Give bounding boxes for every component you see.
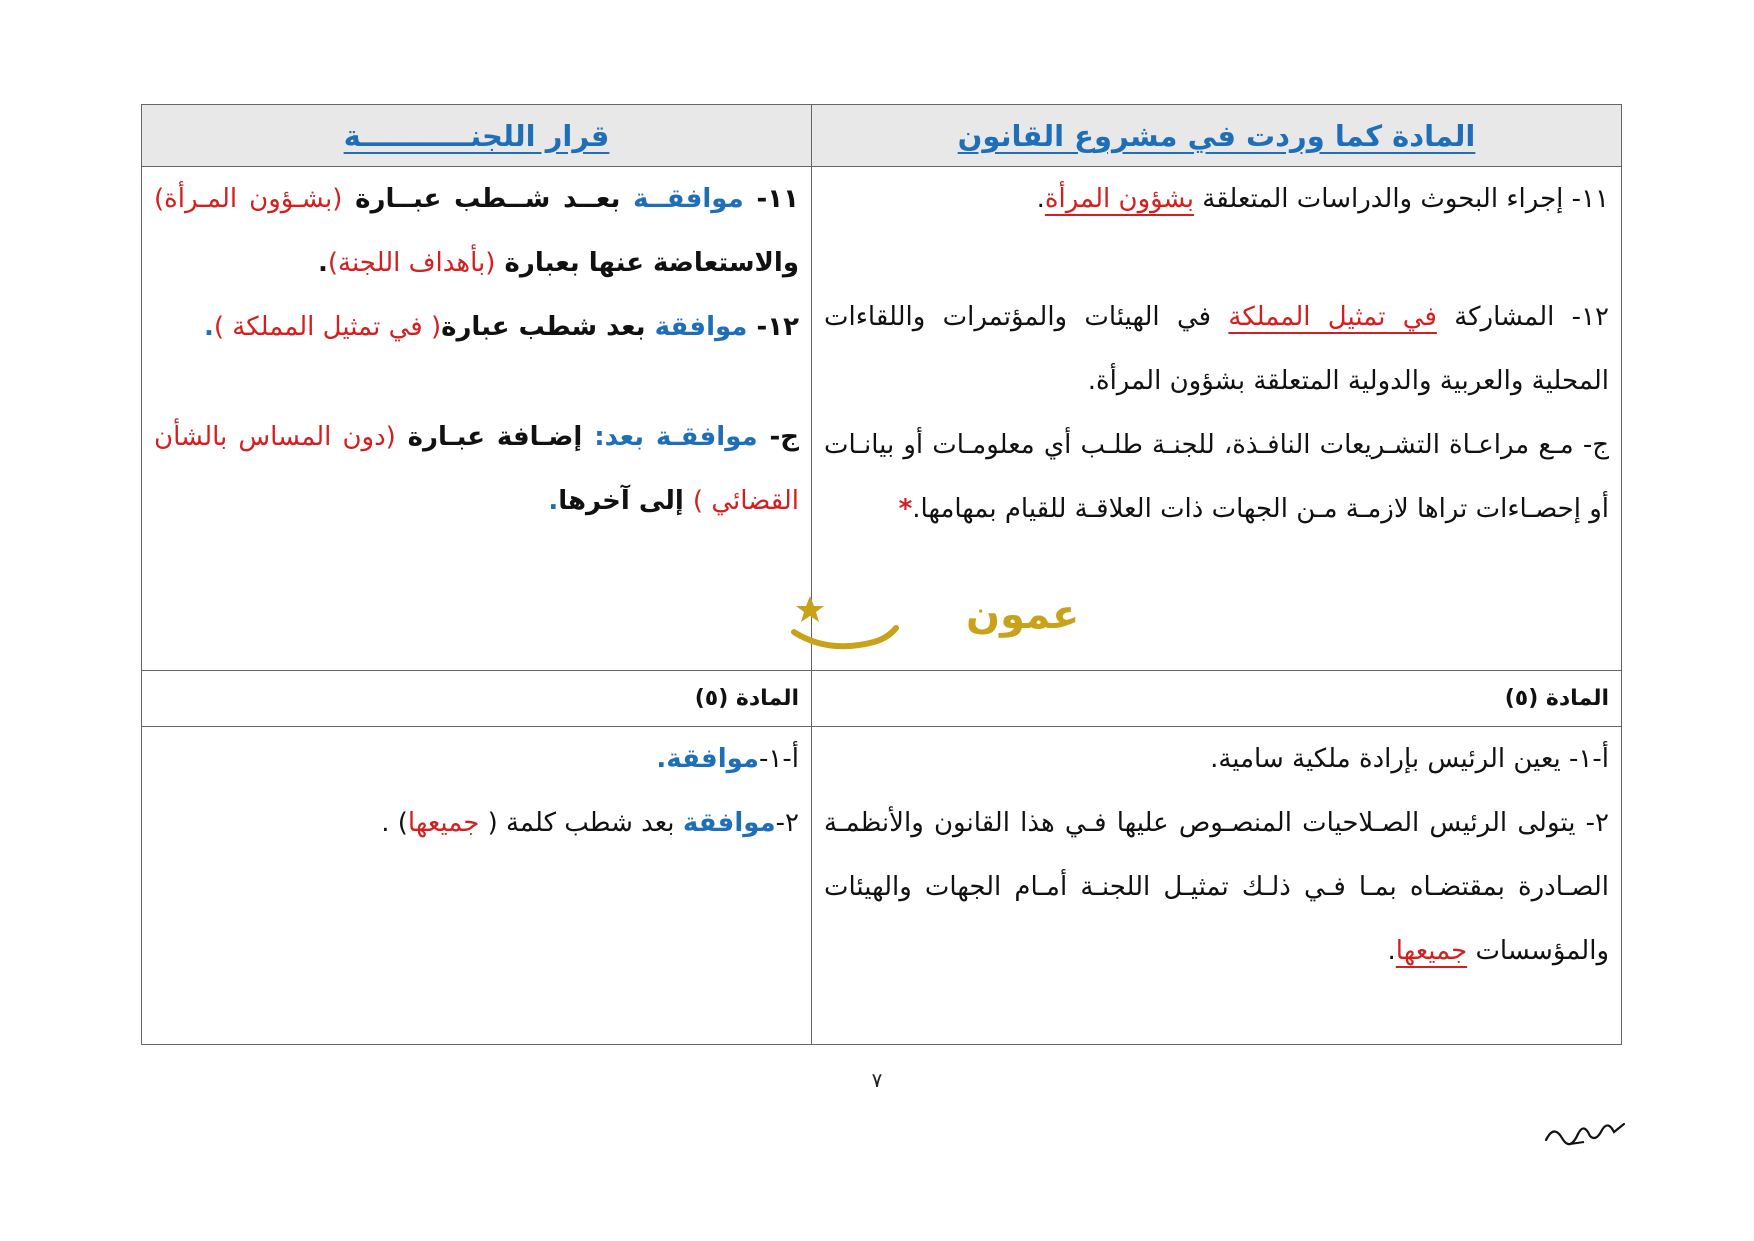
signature-mark bbox=[1540, 1112, 1630, 1152]
page-number: ٧ bbox=[871, 1068, 883, 1092]
decision-item-2: ٢-موافقة بعد شطب كلمة ( جميعها) . bbox=[381, 808, 799, 838]
decision-cell bbox=[142, 727, 812, 1045]
decision-item-c: ج- موافقـة بعد: إضـافة عبـارة (دون المساس بالشأن القضائي ) إلى آخرها. bbox=[154, 422, 799, 516]
table-header-row bbox=[142, 105, 1622, 167]
law-cell bbox=[812, 727, 1622, 1045]
decision-article-title: المادة (٥) bbox=[142, 671, 812, 727]
decision-column-title: قرار اللجنـــــــــــة bbox=[343, 118, 610, 153]
law-item-12: ١٢- المشاركة في تمثيل المملكة في الهيئات والمؤتمرات واللقاءات المحلية والعربية والدولية المتعلقة بشؤون المرأة. bbox=[824, 302, 1609, 396]
law-item-11: ١١- إجراء البحوث والدراسات المتعلقة بشؤون المرأة. bbox=[1036, 184, 1609, 214]
law-item-a1: أ-١- يعين الرئيس بإرادة ملكية سامية. bbox=[1210, 744, 1609, 774]
comparison-table bbox=[141, 104, 1622, 1045]
decision-cell bbox=[142, 167, 812, 671]
decision-item-12: ١٢- موافقة بعد شطب عبارة( في تمثيل المملكة ). bbox=[203, 312, 799, 342]
watermark-text: عمون bbox=[966, 592, 1080, 638]
ammon-watermark-logo bbox=[788, 588, 1080, 660]
law-item-c: ج- مـع مراعـاة التشـريعات النافـذة، للجنـة طلـب أي معلومـات أو بيانـات أو إحصـاءات تراها لازمـة مـن الجهات ذات العلاقـة للقيام بمهامها.* bbox=[824, 430, 1609, 524]
table-row bbox=[142, 727, 1622, 1045]
law-column-title: المادة كما وردت في مشروع القانون bbox=[957, 118, 1476, 153]
decision-column-header bbox=[142, 105, 812, 167]
law-column-header bbox=[812, 105, 1622, 167]
law-article-title: المادة (٥) bbox=[812, 671, 1622, 727]
decision-item-11: ١١- موافقــة بعــد شــطب عبــارة (بشـؤون المـرأة) والاستعاضة عنها بعبارة (بأهداف اللجنة). bbox=[154, 184, 800, 278]
star-icon bbox=[796, 596, 824, 622]
law-item-2: ٢- يتولى الرئيس الصـلاحيات المنصـوص عليها فـي هذا القانون والأنظمـة الصـادرة بمقتضـاه بمـا فـي ذلـك تمثيـل اللجنـة أمـام الجهات والهيئات والمؤسسات جميعها. bbox=[824, 808, 1609, 966]
table-row bbox=[142, 671, 1622, 727]
decision-item-a1: أ-١-موافقة. bbox=[656, 744, 799, 774]
